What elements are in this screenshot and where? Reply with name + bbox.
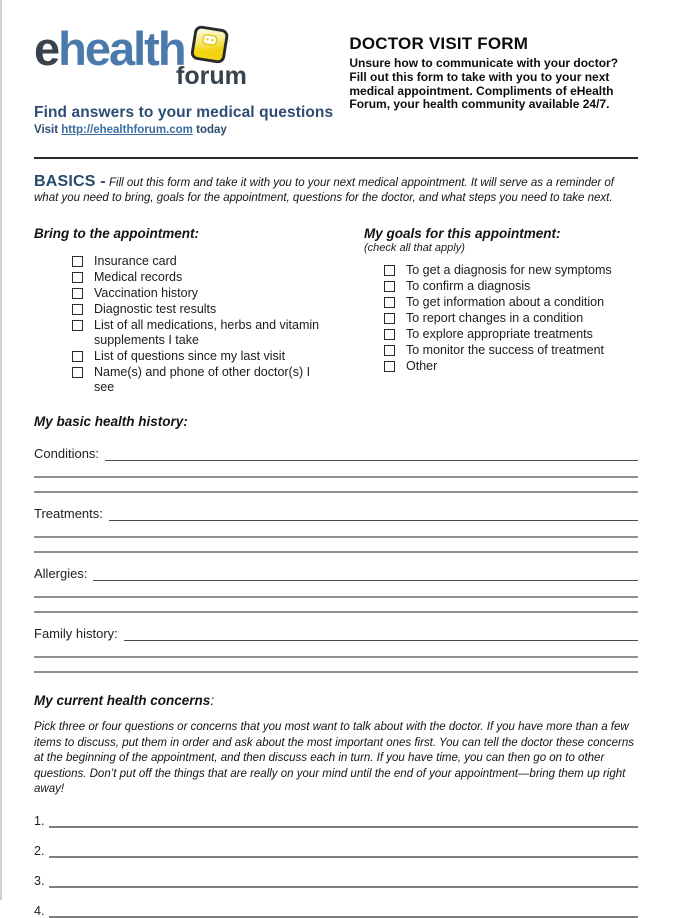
- goal-item-report-changes[interactable]: [384, 311, 638, 326]
- concerns-title: [34, 693, 638, 708]
- goal-item-other[interactable]: [384, 359, 638, 374]
- brand-wordmark: [34, 22, 185, 75]
- bring-item-other-doctors[interactable]: [72, 365, 364, 395]
- checkbox[interactable]: [384, 361, 395, 372]
- conditions-extra-line[interactable]: [34, 476, 638, 478]
- page-title: DOCTOR VISIT FORM: [349, 34, 529, 53]
- field-group-treatments: [34, 505, 638, 553]
- checkbox-label: To explore appropriate treatments: [406, 327, 593, 342]
- checkbox-label: To confirm a diagnosis: [406, 279, 531, 294]
- goal-item-explore-treatments[interactable]: [384, 327, 638, 342]
- bring-title: Bring to the appointment:: [34, 226, 199, 242]
- concerns-title-text: My current health concerns: [34, 693, 211, 709]
- bring-item-questions-list[interactable]: [72, 349, 364, 364]
- concern-input-line-3[interactable]: [49, 874, 638, 888]
- concerns-title-colon: :: [210, 693, 215, 709]
- bring-section: [34, 226, 364, 396]
- family-history-extra-line[interactable]: [34, 656, 638, 658]
- checkbox[interactable]: [384, 329, 395, 340]
- basics-text: Fill out this form and take it with you to your next medical appointment. It will serve as a reminder of what you need to bring, goals for the appointment, questions for the doctor, and what steps you need to take next.: [34, 177, 614, 205]
- field-group-allergies: [34, 565, 638, 613]
- brand-forum: forum: [176, 62, 247, 91]
- header-divider: [34, 157, 638, 159]
- history-title: My basic health history:: [34, 414, 188, 430]
- concern-number: 1.: [34, 813, 45, 828]
- ehealth-logo: [34, 22, 349, 137]
- allergies-label: Allergies:: [34, 566, 88, 582]
- checkbox-label: List of all medications, herbs and vitamin supplements I take: [94, 318, 320, 348]
- goal-item-monitor-treatment[interactable]: [384, 343, 638, 358]
- visit-line: [34, 124, 349, 136]
- checkbox-label: To get a diagnosis for new symptoms: [406, 263, 612, 278]
- bring-item-insurance-card[interactable]: [72, 254, 364, 269]
- concern-number: 4.: [34, 903, 45, 918]
- checkbox[interactable]: [72, 304, 83, 315]
- checkbox[interactable]: [384, 265, 395, 276]
- sticky-note-icon: [187, 22, 233, 68]
- checkbox-label: To report changes in a condition: [406, 311, 584, 326]
- checkbox-label: To get information about a condition: [406, 295, 605, 310]
- concern-lines: [34, 814, 638, 918]
- checkbox-label: List of questions since my last visit: [94, 349, 286, 364]
- checkbox[interactable]: [72, 351, 83, 362]
- concerns-instructions: Pick three or four questions or concerns that you most want to talk about with the doctor. If you have more than a few items to discuss, put them in order and ask about the most important ones first. You can tell the doctor these concerns at the beginning of the appointment, and then discuss each in turn. If you have time, you can then go on to other questions. Don’t put off the things that are really on your mind until the end of your appointment—bring them up right away!: [34, 721, 635, 796]
- bring-item-medications-list[interactable]: [72, 318, 364, 348]
- checkbox-label: Name(s) and phone of other doctor(s) I see: [94, 365, 311, 395]
- checkbox-label: Medical records: [94, 270, 183, 285]
- concern-input-line-2[interactable]: [49, 844, 638, 858]
- checkbox[interactable]: [384, 297, 395, 308]
- bring-item-vaccination-history[interactable]: [72, 286, 364, 301]
- checkbox-label: Diagnostic test results: [94, 302, 217, 317]
- bring-item-diagnostic-results[interactable]: [72, 302, 364, 317]
- checkbox-label: Vaccination history: [94, 286, 198, 301]
- allergies-extra-line[interactable]: [34, 611, 638, 613]
- allergies-extra-line[interactable]: [34, 596, 638, 598]
- checkbox[interactable]: [384, 281, 395, 292]
- conditions-label: Conditions:: [34, 446, 100, 462]
- concern-row-1: [34, 814, 638, 828]
- family-history-label: Family history:: [34, 626, 118, 642]
- checkbox-label: To monitor the success of treatment: [406, 343, 605, 358]
- basics-intro: [34, 174, 638, 206]
- goal-item-new-symptoms[interactable]: [384, 263, 638, 278]
- concern-input-line-4[interactable]: [49, 904, 638, 918]
- checkbox[interactable]: [72, 272, 83, 283]
- brand-e: e: [34, 22, 59, 75]
- concern-row-4: [34, 904, 638, 918]
- goal-item-confirm-diagnosis[interactable]: [384, 279, 638, 294]
- form-description: Unsure how to communicate with your doctor? Fill out this form to take with you to your next medical appointment. Compliments of eHealth Forum, your health community available 24/7.: [349, 56, 619, 112]
- checkbox-label: Insurance card: [94, 254, 177, 269]
- page-header: [34, 22, 638, 137]
- treatments-input-line[interactable]: [109, 506, 638, 521]
- field-group-conditions: [34, 445, 638, 493]
- concern-row-2: [34, 844, 638, 858]
- treatments-extra-line[interactable]: [34, 551, 638, 553]
- goals-section: [364, 226, 638, 396]
- treatments-label: Treatments:: [34, 506, 103, 522]
- checkbox[interactable]: [72, 256, 83, 267]
- treatments-extra-line[interactable]: [34, 536, 638, 538]
- field-group-family-history: [34, 625, 638, 673]
- brand-tagline: Find answers to your medical questions: [34, 104, 334, 122]
- conditions-extra-line[interactable]: [34, 491, 638, 493]
- goals-title: My goals for this appointment:: [364, 226, 561, 242]
- checkbox[interactable]: [72, 320, 83, 331]
- concern-input-line-1[interactable]: [49, 814, 638, 828]
- concern-row-3: [34, 874, 638, 888]
- ehealthforum-link[interactable]: http://ehealthforum.com: [61, 124, 193, 137]
- goals-list: [364, 263, 638, 374]
- concern-number: 2.: [34, 843, 45, 858]
- concern-number: 3.: [34, 873, 45, 888]
- family-history-input-line[interactable]: [124, 626, 638, 641]
- visit-suffix: today: [196, 124, 227, 137]
- checkbox[interactable]: [72, 367, 83, 378]
- checkbox-label: Other: [406, 359, 438, 374]
- checkbox[interactable]: [384, 313, 395, 324]
- basics-label: BASICS -: [34, 173, 106, 191]
- conditions-input-line[interactable]: [105, 446, 638, 461]
- allergies-input-line[interactable]: [93, 566, 638, 581]
- form-title-block: [349, 34, 638, 136]
- visit-prefix: Visit: [34, 124, 59, 137]
- checkbox[interactable]: [72, 288, 83, 299]
- checkbox[interactable]: [384, 345, 395, 356]
- checklist-columns: [34, 226, 638, 396]
- goal-item-get-information[interactable]: [384, 295, 638, 310]
- family-history-extra-line[interactable]: [34, 671, 638, 673]
- bring-item-medical-records[interactable]: [72, 270, 364, 285]
- goals-subtitle: (check all that apply): [364, 242, 465, 255]
- brand-health: health: [58, 22, 185, 75]
- bring-list: [34, 254, 364, 395]
